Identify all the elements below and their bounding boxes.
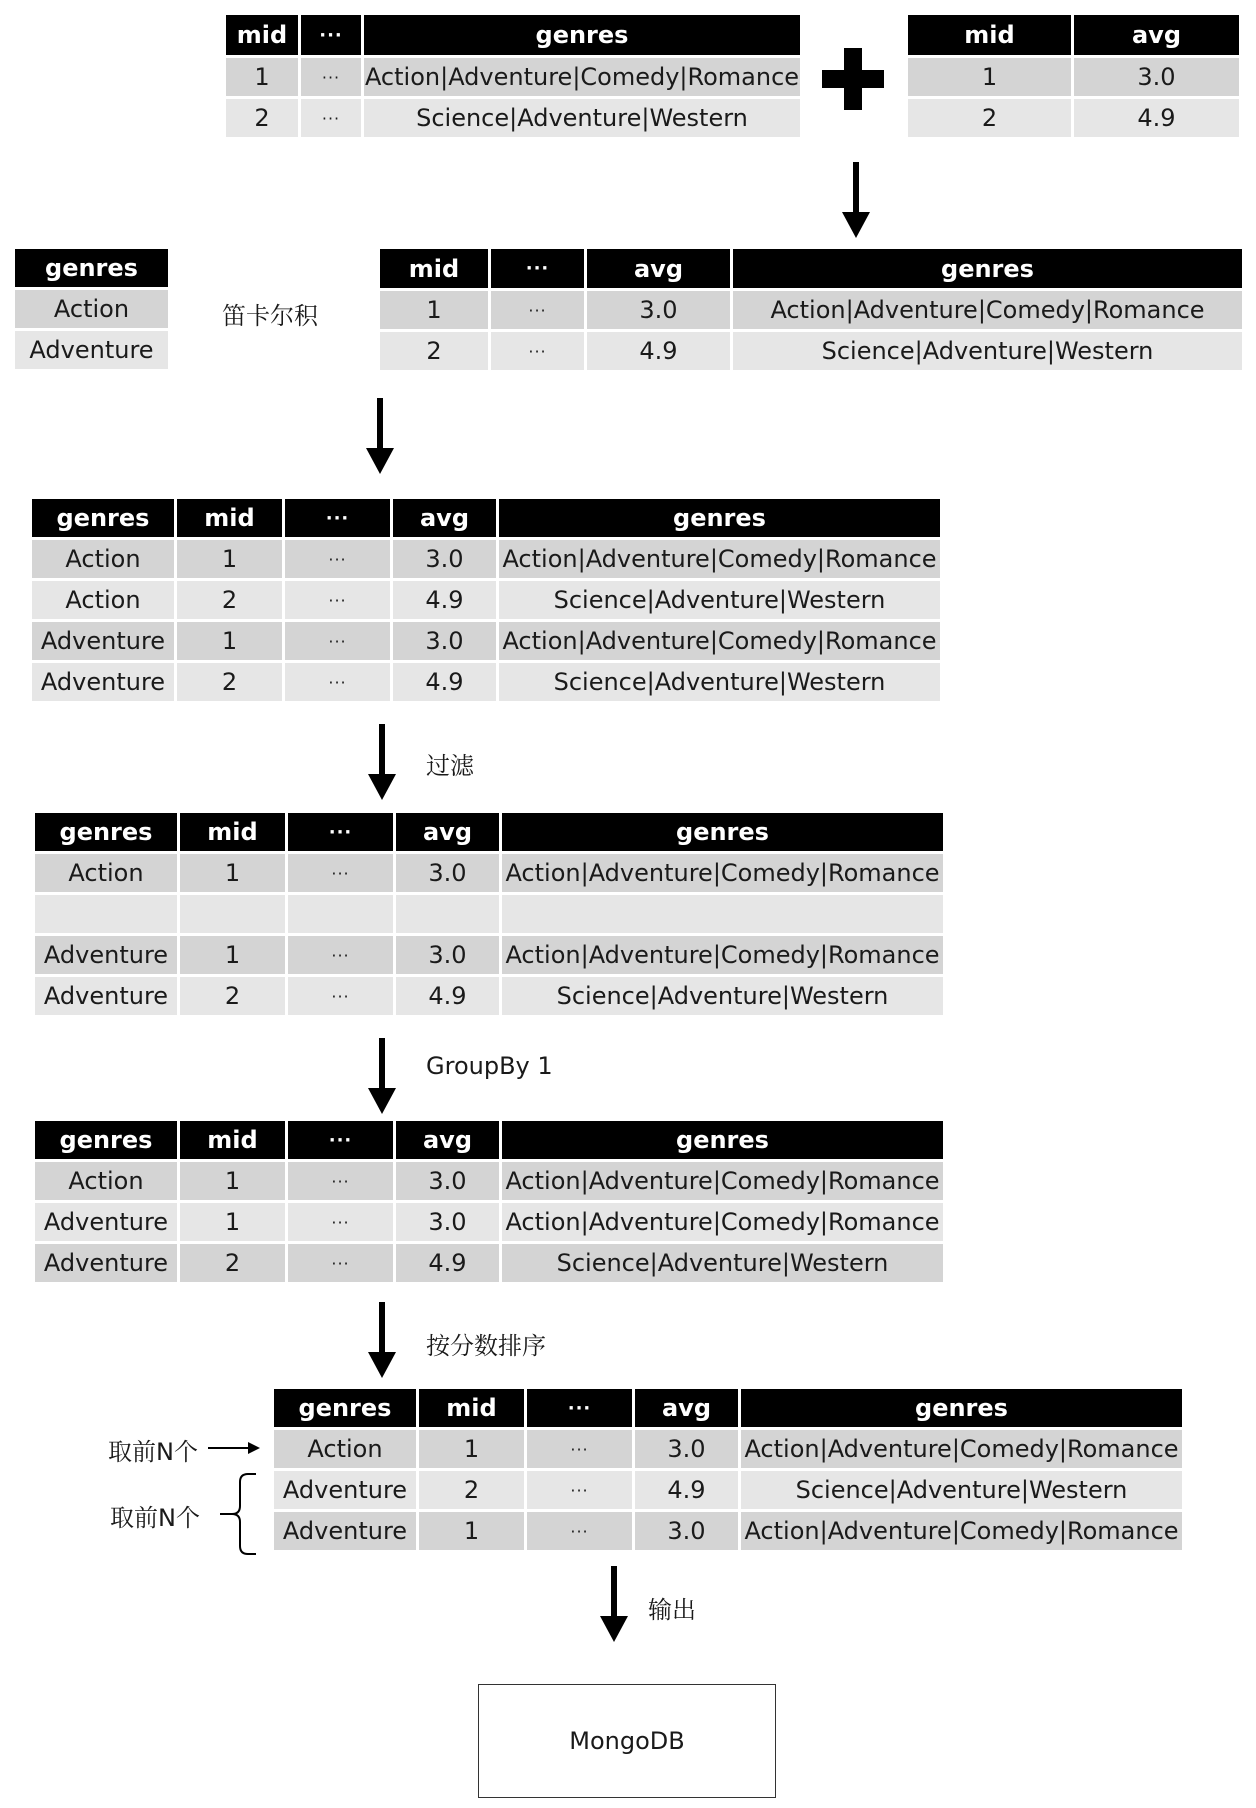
header-avg: avg [1074,15,1239,55]
cell-ellipsis: ··· [301,58,361,96]
cell-genres: Action|Adventure|Comedy|Romance [502,1162,943,1200]
cell-avg: 3.0 [587,291,730,329]
right-arrow-icon [208,1438,260,1458]
cell-mid: 2 [908,99,1071,137]
cell-mid: 2 [226,99,298,137]
header-mid: mid [180,1121,285,1159]
cell-genres: Action|Adventure|Comedy|Romance [741,1430,1182,1468]
header-genres: genres [15,249,168,287]
down-arrow-icon [598,1566,630,1642]
cell-genres: Science|Adventure|Western [741,1471,1182,1509]
header-genres: genres [274,1389,416,1427]
sorted-table [274,1389,1182,1550]
cell-ellipsis: ··· [288,1203,393,1241]
cell-genres: Action|Adventure|Comedy|Romance [364,58,800,96]
cell-avg: 4.9 [396,977,499,1015]
cell-genre: Adventure [32,663,174,701]
cell-empty [502,895,943,933]
cell-mid: 1 [177,622,282,660]
cell-avg: 3.0 [396,1203,499,1241]
brace-icon [218,1472,258,1556]
cell-genres: Science|Adventure|Western [502,1244,943,1282]
header-avg: avg [635,1389,738,1427]
cell-genres: Action|Adventure|Comedy|Romance [502,936,943,974]
header-genres: genres [502,813,943,851]
header-mid: mid [908,15,1071,55]
cell-ellipsis: ··· [288,977,393,1015]
plus-icon [822,48,884,110]
cell-genres: Science|Adventure|Western [499,581,940,619]
header-genres: genres [733,249,1242,288]
cell-genre: Adventure [35,1203,177,1241]
header-genres: genres [502,1121,943,1159]
cell-genres: Science|Adventure|Western [364,99,800,137]
cell-avg: 4.9 [1074,99,1239,137]
cell-mid: 1 [908,58,1071,96]
cell-ellipsis: ··· [285,540,390,578]
header-ellipsis: ··· [527,1389,632,1427]
header-ellipsis: ··· [288,1121,393,1159]
cartesian-table [32,499,940,701]
cell-genre: Adventure [35,977,177,1015]
cell-genres: Action|Adventure|Comedy|Romance [741,1512,1182,1550]
cell-mid: 1 [419,1512,524,1550]
cell-mid: 1 [226,58,298,96]
take-top-n-label: 取前N个 [110,1504,200,1532]
down-arrow-icon [366,724,398,800]
cartesian-product-label: 笛卡尔积 [222,302,318,330]
cell-genre: Adventure [274,1512,416,1550]
header-ellipsis: ··· [301,15,361,55]
header-ellipsis: ··· [285,499,390,537]
cell-mid: 1 [419,1430,524,1468]
cell-empty [180,895,285,933]
cell-avg: 3.0 [393,540,496,578]
cell-avg: 3.0 [635,1430,738,1468]
cell-avg: 4.9 [396,1244,499,1282]
cell-ellipsis: ··· [301,99,361,137]
down-arrow-icon [366,1038,398,1114]
header-avg: avg [393,499,496,537]
cell-empty [288,895,393,933]
cell-genre: Action [32,581,174,619]
cell-avg: 4.9 [393,663,496,701]
cell-genres: Action|Adventure|Comedy|Romance [502,1203,943,1241]
cell-genre: Action [32,540,174,578]
take-top-n-label: 取前N个 [108,1438,198,1466]
header-genres: genres [741,1389,1182,1427]
cell-genres: Science|Adventure|Western [502,977,943,1015]
output-label: 输出 [648,1596,696,1624]
header-mid: mid [380,249,488,288]
movies-table [226,15,800,137]
cell-avg: 3.0 [396,854,499,892]
cell-mid: 2 [177,663,282,701]
cell-avg: 4.9 [393,581,496,619]
cell-ellipsis: ··· [491,291,584,329]
sort-by-score-label: 按分数排序 [426,1332,546,1360]
cell-ellipsis: ··· [285,663,390,701]
cell-genre: Adventure [15,331,168,369]
joined-table [380,249,1242,370]
cell-ellipsis: ··· [527,1471,632,1509]
cell-ellipsis: ··· [527,1512,632,1550]
header-mid: mid [180,813,285,851]
cell-mid: 1 [177,540,282,578]
groupby-label: GroupBy 1 [426,1052,553,1080]
cell-ellipsis: ··· [285,622,390,660]
filtered-table [35,813,943,1015]
header-genres: genres [32,499,174,537]
header-avg: avg [396,1121,499,1159]
cell-avg: 3.0 [396,936,499,974]
grouped-table [35,1121,943,1282]
mongodb-node: MongoDB [478,1684,776,1798]
cell-empty [396,895,499,933]
cell-ellipsis: ··· [527,1430,632,1468]
cell-mid: 1 [180,1162,285,1200]
cell-mid: 2 [180,1244,285,1282]
cell-mid: 1 [380,291,488,329]
filter-label: 过滤 [426,752,474,780]
cell-empty [35,895,177,933]
cell-genre: Adventure [32,622,174,660]
cell-mid: 2 [177,581,282,619]
header-genres: genres [499,499,940,537]
cell-genre: Action [15,290,168,328]
header-avg: avg [396,813,499,851]
header-mid: mid [177,499,282,537]
header-genres: genres [35,813,177,851]
cell-mid: 2 [419,1471,524,1509]
header-genres: genres [35,1121,177,1159]
cell-genres: Action|Adventure|Comedy|Romance [499,540,940,578]
cell-genres: Action|Adventure|Comedy|Romance [502,854,943,892]
cell-avg: 3.0 [396,1162,499,1200]
down-arrow-icon [364,398,396,474]
header-ellipsis: ··· [491,249,584,288]
cell-avg: 4.9 [635,1471,738,1509]
cell-avg: 3.0 [1074,58,1239,96]
cell-genres: Action|Adventure|Comedy|Romance [733,291,1242,329]
cell-genres: Science|Adventure|Western [499,663,940,701]
header-mid: mid [226,15,298,55]
cell-genre: Adventure [274,1471,416,1509]
cell-ellipsis: ··· [288,936,393,974]
header-ellipsis: ··· [288,813,393,851]
cell-genre: Adventure [35,936,177,974]
cell-genre: Action [274,1430,416,1468]
genres-list-table [15,249,168,369]
cell-genre: Action [35,1162,177,1200]
down-arrow-icon [366,1302,398,1378]
cell-mid: 1 [180,936,285,974]
cell-genre: Action [35,854,177,892]
header-avg: avg [587,249,730,288]
down-arrow-icon [840,162,872,238]
cell-ellipsis: ··· [491,332,584,370]
header-genres: genres [364,15,800,55]
cell-avg: 3.0 [635,1512,738,1550]
cell-mid: 2 [180,977,285,1015]
cell-ellipsis: ··· [288,1244,393,1282]
cell-mid: 1 [180,1203,285,1241]
cell-genres: Action|Adventure|Comedy|Romance [499,622,940,660]
cell-ellipsis: ··· [285,581,390,619]
cell-avg: 4.9 [587,332,730,370]
ratings-table [908,15,1239,137]
cell-mid: 2 [380,332,488,370]
cell-genres: Science|Adventure|Western [733,332,1242,370]
cell-genre: Adventure [35,1244,177,1282]
header-mid: mid [419,1389,524,1427]
cell-ellipsis: ··· [288,854,393,892]
cell-mid: 1 [180,854,285,892]
cell-ellipsis: ··· [288,1162,393,1200]
cell-avg: 3.0 [393,622,496,660]
